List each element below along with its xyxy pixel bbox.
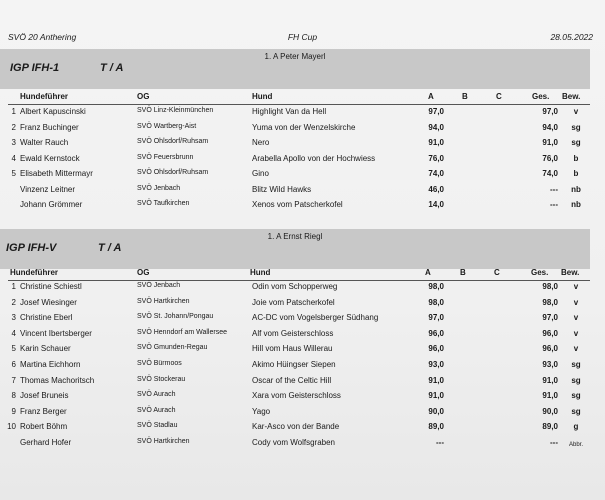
score-a: 97,0 (428, 107, 444, 116)
rating: sg (571, 122, 581, 132)
total-score: 96,0 (542, 344, 558, 354)
col-handler: Hundeführer (20, 92, 68, 101)
class-level: T / A (98, 242, 122, 254)
result-rank: 4 (11, 153, 16, 163)
total-score: 97,0 (542, 313, 558, 323)
event-title: FH Cup (287, 32, 318, 42)
table-row (0, 298, 605, 312)
page-header (0, 32, 605, 46)
dog-name: AC-DC vom Vogelsberger Südhang (252, 313, 379, 323)
handler-name: Elisabeth Mittermayr (20, 169, 93, 178)
dog-name: Blitz Wild Hawks (252, 184, 312, 194)
col-b: B (462, 92, 468, 101)
total-score: 94,0 (542, 122, 558, 132)
handler-name: Josef Bruneis (20, 391, 69, 401)
rating: nb (571, 200, 581, 209)
rating: sg (571, 360, 581, 369)
rating: sg (571, 375, 581, 385)
total-score: 96,0 (542, 328, 558, 338)
class-level: T / A (100, 62, 124, 74)
handler-name: Thomas Machoritsch (20, 375, 95, 385)
club-name: SVÖ Stockerau (137, 375, 186, 383)
dog-name: Alf vom Geisterschloss (252, 328, 334, 338)
score-a: 98,0 (428, 297, 444, 307)
class-bar (0, 49, 590, 89)
club-name: SVÖ Jenbach (137, 282, 181, 289)
rating: sg (571, 406, 581, 416)
table-row (0, 391, 605, 405)
table-row (0, 107, 605, 121)
column-headers (0, 268, 605, 280)
total-score: 76,0 (542, 153, 558, 163)
dog-name: Xara vom Geisterschloss (252, 391, 341, 401)
judge-label: 1. A Peter Mayerl (264, 52, 326, 61)
rating: v (573, 313, 579, 323)
result-rank: 2 (11, 297, 16, 307)
table-row (0, 376, 605, 390)
table-row (0, 313, 605, 327)
score-a: 46,0 (428, 184, 444, 194)
club-name: SVÖ Ohlsdorf/Ruhsam (137, 169, 209, 176)
club-name: SVÖ Feuersbrunn (137, 153, 194, 161)
total-score: --- (550, 184, 558, 194)
score-a: 93,0 (428, 360, 444, 369)
club-name: SVÖ Henndorf am Wallersee (137, 328, 227, 336)
table-row (0, 169, 605, 183)
handler-name: Josef Wiesinger (20, 297, 77, 307)
handler-name: Walter Rauch (20, 138, 69, 147)
table-row (0, 185, 605, 199)
col-handler: Hundeführer (10, 268, 58, 277)
total-score: 93,0 (542, 360, 558, 369)
handler-name: Christine Schiestl (20, 282, 82, 291)
total-score: 74,0 (542, 169, 558, 178)
dog-name: Yuma von der Wenzelskirche (252, 122, 356, 132)
table-row (0, 123, 605, 137)
dog-name: Xenos vom Patscherkofel (252, 200, 343, 209)
rating: nb (571, 184, 581, 194)
col-total: Ges. (532, 92, 550, 101)
dog-name: Highlight Van da Hell (252, 107, 327, 116)
result-rank: 4 (11, 328, 16, 338)
rating: b (573, 169, 579, 178)
handler-name: Johann Grömmer (20, 200, 83, 209)
total-score: 90,0 (542, 406, 558, 416)
handler-name: Robert Böhm (20, 422, 68, 432)
result-rank: 7 (11, 375, 16, 385)
handler-name: Franz Buchinger (20, 122, 79, 132)
col-dog: Hund (250, 268, 271, 277)
result-rank: 10 (7, 422, 16, 432)
result-rank: 5 (11, 169, 16, 178)
column-headers (0, 92, 605, 104)
club-name: SVÖ Aurach (137, 391, 176, 399)
rating: v (573, 344, 579, 354)
total-score: --- (550, 200, 558, 209)
handler-name: Franz Berger (20, 406, 67, 416)
table-row (0, 154, 605, 168)
header-rule (8, 280, 590, 281)
table-row (0, 344, 605, 358)
table-row (0, 407, 605, 421)
event-date: 28.05.2022 (550, 32, 593, 42)
dog-name: Odin vom Schopperweg (252, 282, 338, 291)
col-dog: Hund (252, 92, 273, 101)
club-name: SVÖ Stadlau (137, 422, 178, 430)
rating: v (573, 328, 579, 338)
class-name: IGP IFH-1 (10, 62, 60, 74)
col-c: C (494, 268, 500, 277)
total-score: --- (550, 438, 558, 447)
total-score: 91,0 (542, 391, 558, 401)
result-rank: 2 (11, 122, 16, 132)
club-name: SVÖ Linz-Kleinmünchen (137, 107, 214, 114)
rating: Abbr. (568, 442, 583, 448)
score-a: 96,0 (428, 344, 444, 354)
total-score: 89,0 (542, 422, 558, 432)
dog-name: Oscar of the Celtic Hill (252, 375, 332, 385)
score-a: 14,0 (428, 200, 444, 209)
table-row (0, 200, 605, 214)
result-rank: 1 (11, 282, 16, 291)
handler-name: Albert Kapuscinski (20, 107, 86, 116)
rating: v (573, 297, 579, 307)
dog-name: Akimo Hüingser Siepen (252, 360, 336, 369)
club-name: SVÖ Hartkirchen (137, 438, 190, 445)
result-rank: 3 (11, 138, 16, 147)
total-score: 98,0 (542, 297, 558, 307)
col-rating: Bew. (561, 268, 580, 277)
club-name: SVÖ Jenbach (137, 184, 181, 192)
handler-name: Martina Eichhorn (20, 360, 81, 369)
col-rating: Bew. (562, 92, 581, 101)
header-rule (8, 104, 590, 105)
rating: b (573, 153, 579, 163)
handler-name: Karin Schauer (20, 344, 71, 354)
result-rank: 8 (11, 391, 16, 401)
col-og: OG (137, 92, 150, 101)
score-a: 89,0 (428, 422, 444, 432)
score-a: 90,0 (428, 406, 444, 416)
rating: g (573, 422, 579, 432)
class-bar (0, 229, 590, 269)
table-row (0, 329, 605, 343)
score-a: 98,0 (428, 282, 444, 291)
score-a: 97,0 (428, 313, 444, 323)
club-name: SVÖ Taufkirchen (137, 200, 190, 207)
club-name: SVÖ St. Johann/Pongau (137, 313, 214, 321)
judge-label: 1. A Ernst Riegl (267, 232, 323, 241)
handler-name: Gerhard Hofer (20, 438, 72, 447)
club-name: SVÖ Bürmoos (137, 360, 182, 367)
result-rank: 3 (11, 313, 16, 323)
table-row (0, 360, 605, 374)
result-rank: 5 (11, 344, 16, 354)
score-a: 74,0 (428, 169, 444, 178)
organizer: SVÖ 20 Anthering (8, 32, 77, 42)
handler-name: Ewald Kernstock (20, 153, 80, 163)
total-score: 91,0 (542, 375, 558, 385)
score-a: 91,0 (428, 391, 444, 401)
table-row (0, 282, 605, 296)
col-total: Ges. (531, 268, 549, 277)
dog-name: Gino (252, 169, 269, 178)
table-row (0, 138, 605, 152)
dog-name: Cody vom Wolfsgraben (252, 438, 335, 447)
col-a: A (428, 92, 434, 101)
result-rank: 9 (11, 406, 16, 416)
result-rank: 1 (11, 107, 16, 116)
rating: sg (571, 391, 581, 401)
score-a: 96,0 (428, 328, 444, 338)
rating: v (573, 107, 579, 116)
club-name: SVÖ Gmunden-Regau (137, 344, 208, 352)
club-name: SVÖ Ohlsdorf/Ruhsam (137, 138, 209, 145)
club-name: SVÖ Wartberg-Aist (137, 122, 197, 130)
table-row (0, 422, 605, 436)
score-a: --- (436, 438, 444, 447)
col-og: OG (137, 268, 150, 277)
total-score: 98,0 (542, 282, 558, 291)
dog-name: Hill vom Haus Willerau (252, 344, 333, 354)
club-name: SVÖ Aurach (137, 406, 176, 414)
table-row (0, 438, 605, 452)
dog-name: Kar-Asco von der Bande (252, 422, 340, 432)
class-name: IGP IFH-V (6, 242, 57, 254)
dog-name: Joie vom Patscherkofel (252, 297, 335, 307)
rating: v (573, 282, 579, 291)
dog-name: Arabella Apollo von der Hochwiess (252, 153, 376, 163)
col-c: C (496, 92, 502, 101)
handler-name: Vinzenz Leitner (20, 184, 75, 194)
score-a: 94,0 (428, 122, 444, 132)
dog-name: Nero (252, 138, 270, 147)
handler-name: Christine Eberl (20, 313, 73, 323)
rating: sg (571, 138, 581, 147)
col-b: B (460, 268, 466, 277)
dog-name: Yago (252, 406, 271, 416)
total-score: 97,0 (542, 107, 558, 116)
handler-name: Vincent Ibertsberger (20, 328, 92, 338)
col-a: A (425, 268, 431, 277)
total-score: 91,0 (542, 138, 558, 147)
score-a: 91,0 (428, 138, 444, 147)
result-rank: 6 (11, 360, 16, 369)
score-a: 76,0 (428, 153, 444, 163)
score-a: 91,0 (428, 375, 444, 385)
club-name: SVÖ Hartkirchen (137, 297, 190, 305)
